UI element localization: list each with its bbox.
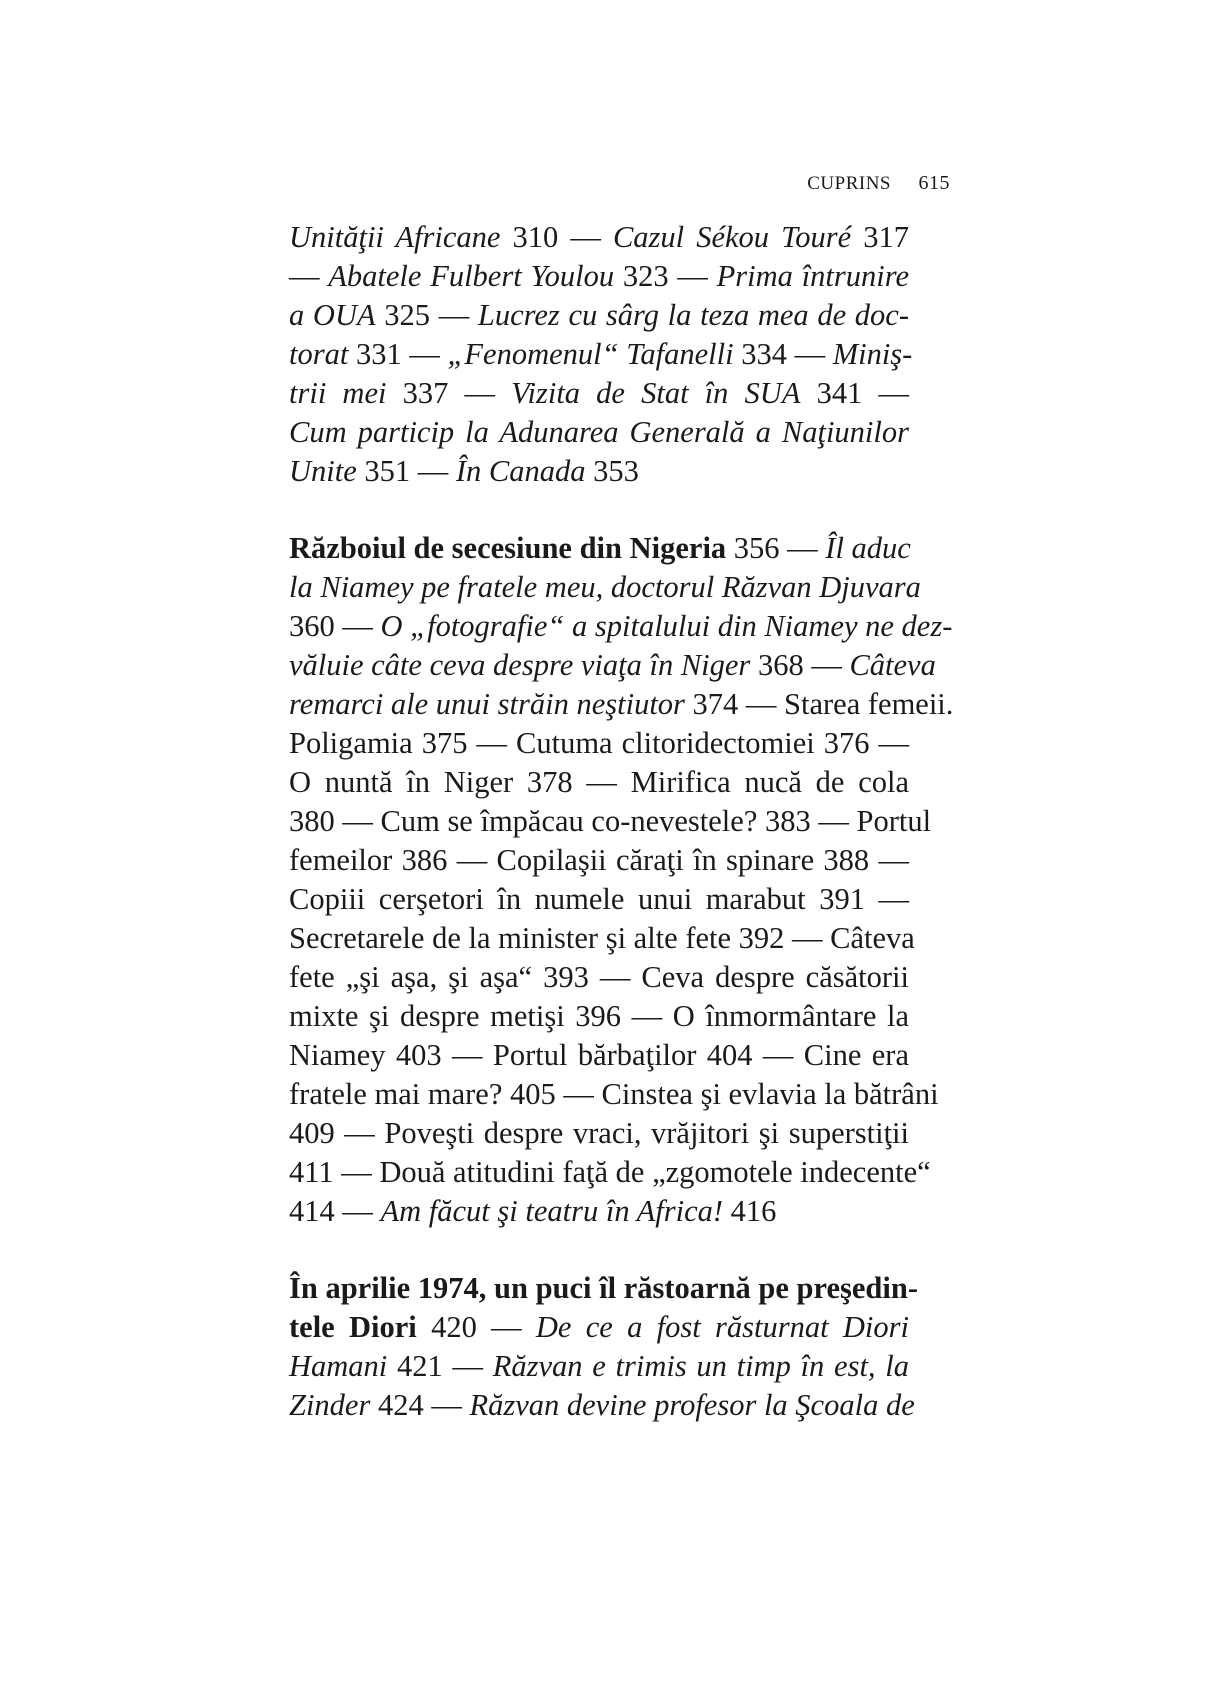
- bold-chapter-title: În aprilie 1974, un puci îl răstoarnă pe preşedin-: [289, 1271, 918, 1305]
- text-line: [289, 1269, 918, 1308]
- text-segment: 334 —: [733, 337, 833, 371]
- text-line: [289, 997, 909, 1036]
- text-line: [289, 1153, 931, 1192]
- text-segment: 368 —: [750, 648, 850, 682]
- bold-chapter-title: Războiul de secesiune din Nigeria: [289, 531, 727, 565]
- italic-entry: Zinder: [289, 1388, 371, 1422]
- text-line: [289, 568, 921, 607]
- text-line: [289, 1192, 909, 1231]
- text-segment: femeilor 386 — Copilaşii căraţi în spinare 388 —: [289, 843, 909, 877]
- text-segment: Copiii cerşetori în numele unui marabut 391 —: [289, 882, 909, 916]
- text-segment: 374 — Starea femeii.: [684, 687, 954, 721]
- text-segment: 416: [723, 1194, 777, 1228]
- toc-paragraph: [289, 529, 954, 1231]
- text-line: [289, 880, 909, 919]
- text-line: [289, 413, 909, 452]
- text-segment: 341 —: [800, 376, 909, 410]
- italic-entry: Am făcut şi teatru în Africa!: [380, 1194, 724, 1228]
- text-line: [289, 218, 909, 257]
- text-segment: 421 —: [387, 1349, 493, 1383]
- italic-entry: Miniş-: [832, 337, 913, 371]
- italic-entry: văluie câte ceva despre viaţa în Niger: [289, 648, 751, 682]
- text-line: [289, 919, 915, 958]
- text-line: [289, 1386, 915, 1425]
- italic-entry: Unite: [289, 454, 357, 488]
- text-segment: mixte şi despre metişi 396 — O înmormântare la: [289, 999, 909, 1033]
- text-line: [289, 841, 909, 880]
- italic-entry: Lucrez cu sârg la teza mea de doc-: [477, 298, 909, 332]
- italic-entry: Vizita de Stat în SUA: [511, 376, 801, 410]
- italic-entry: remarci ale unui străin neştiutor: [289, 687, 685, 721]
- text-segment: 310 —: [500, 220, 613, 254]
- text-segment: 337 —: [386, 376, 512, 410]
- italic-entry: „Fenomenul“ Tafanelli: [447, 337, 734, 371]
- italic-entry: În Canada: [455, 454, 586, 488]
- text-segment: 420 —: [416, 1310, 536, 1344]
- text-segment: Poligamia 375 — Cutuma clitoridectomiei 376 —: [289, 726, 909, 760]
- text-line: [289, 724, 909, 763]
- text-segment: 317: [851, 220, 909, 254]
- text-segment: Niamey 403 — Portul bărbaţilor 404 — Cine era: [289, 1038, 909, 1072]
- text-line: [289, 802, 932, 841]
- text-segment: 323 —: [614, 259, 717, 293]
- text-segment: 424 —: [370, 1388, 470, 1422]
- italic-entry: Răzvan devine profesor la Şcoala de: [469, 1388, 915, 1422]
- italic-entry: Hamani: [289, 1349, 388, 1383]
- text-segment: 411 — Două atitudini faţă de „zgomotele indecente“: [289, 1155, 931, 1189]
- italic-entry: Prima întrunire: [716, 259, 910, 293]
- italic-entry: Câteva: [849, 648, 936, 682]
- table-of-contents-text: [289, 218, 954, 1425]
- text-segment: Secretarele de la minister şi alte fete 392 — Câteva: [289, 921, 915, 955]
- text-segment: 325 —: [375, 298, 478, 332]
- text-line: [289, 607, 953, 646]
- text-line: [289, 257, 909, 296]
- italic-entry: O „fotografie“ a spitalului din Niamey ne dez-: [380, 609, 953, 643]
- italic-entry: De ce a fost răsturnat Diori: [535, 1310, 909, 1344]
- text-segment: —: [289, 259, 329, 293]
- italic-entry: Cazul Sékou Touré: [612, 220, 852, 254]
- text-line: [289, 1114, 909, 1153]
- text-line: [289, 685, 954, 724]
- text-segment: 356 —: [726, 531, 826, 565]
- italic-entry: a OUA: [289, 298, 376, 332]
- bold-chapter-title: tele Diori: [289, 1310, 417, 1344]
- italic-entry: la Niamey pe fratele meu, doctorul Răzvan Djuvara: [289, 570, 921, 604]
- text-segment: fete „şi aşa, şi aşa“ 393 — Ceva despre căsătorii: [289, 960, 909, 994]
- text-line: [289, 452, 909, 491]
- text-segment: fratele mai mare? 405 — Cinstea şi evlavia la bătrâni: [289, 1077, 939, 1111]
- text-line: [289, 1075, 939, 1114]
- section-title: CUPRINS: [807, 173, 891, 194]
- page-number: 615: [918, 172, 950, 194]
- running-head: [770, 172, 950, 195]
- text-line: [289, 335, 913, 374]
- paragraph-gap: [289, 1231, 909, 1269]
- text-segment: 414 —: [289, 1194, 381, 1228]
- text-segment: O nuntă în Niger 378 — Mirifica nucă de cola: [289, 765, 909, 799]
- text-line: [289, 958, 909, 997]
- text-segment: 360 —: [289, 609, 381, 643]
- text-line: [289, 646, 936, 685]
- italic-entry: trii mei: [289, 376, 387, 410]
- text-line: [289, 296, 909, 335]
- italic-entry: Răzvan e trimis un timp în est, la: [492, 1349, 909, 1383]
- text-line: [289, 529, 909, 568]
- italic-entry: Îl aduc: [825, 531, 911, 565]
- italic-entry: Unităţii Africane: [289, 220, 501, 254]
- text-segment: 351 —: [356, 454, 456, 488]
- toc-paragraph: [289, 1269, 918, 1425]
- text-segment: 380 — Cum se împăcau co-nevestele? 383 — Portul: [289, 804, 932, 838]
- italic-entry: torat: [289, 337, 349, 371]
- text-segment: 409 — Poveşti despre vraci, vrăjitori şi superstiţii: [289, 1116, 909, 1150]
- text-line: [289, 374, 909, 413]
- toc-paragraph: [289, 218, 913, 491]
- italic-entry: Abatele Fulbert Youlou: [328, 259, 615, 293]
- italic-entry: Cum particip la Adunarea Generală a Naţiunilor: [289, 415, 909, 449]
- text-line: [289, 1036, 909, 1075]
- paragraph-gap: [289, 491, 909, 529]
- text-segment: 331 —: [348, 337, 448, 371]
- text-line: [289, 1347, 909, 1386]
- text-segment: 353: [585, 454, 639, 488]
- text-line: [289, 1308, 909, 1347]
- text-line: [289, 763, 909, 802]
